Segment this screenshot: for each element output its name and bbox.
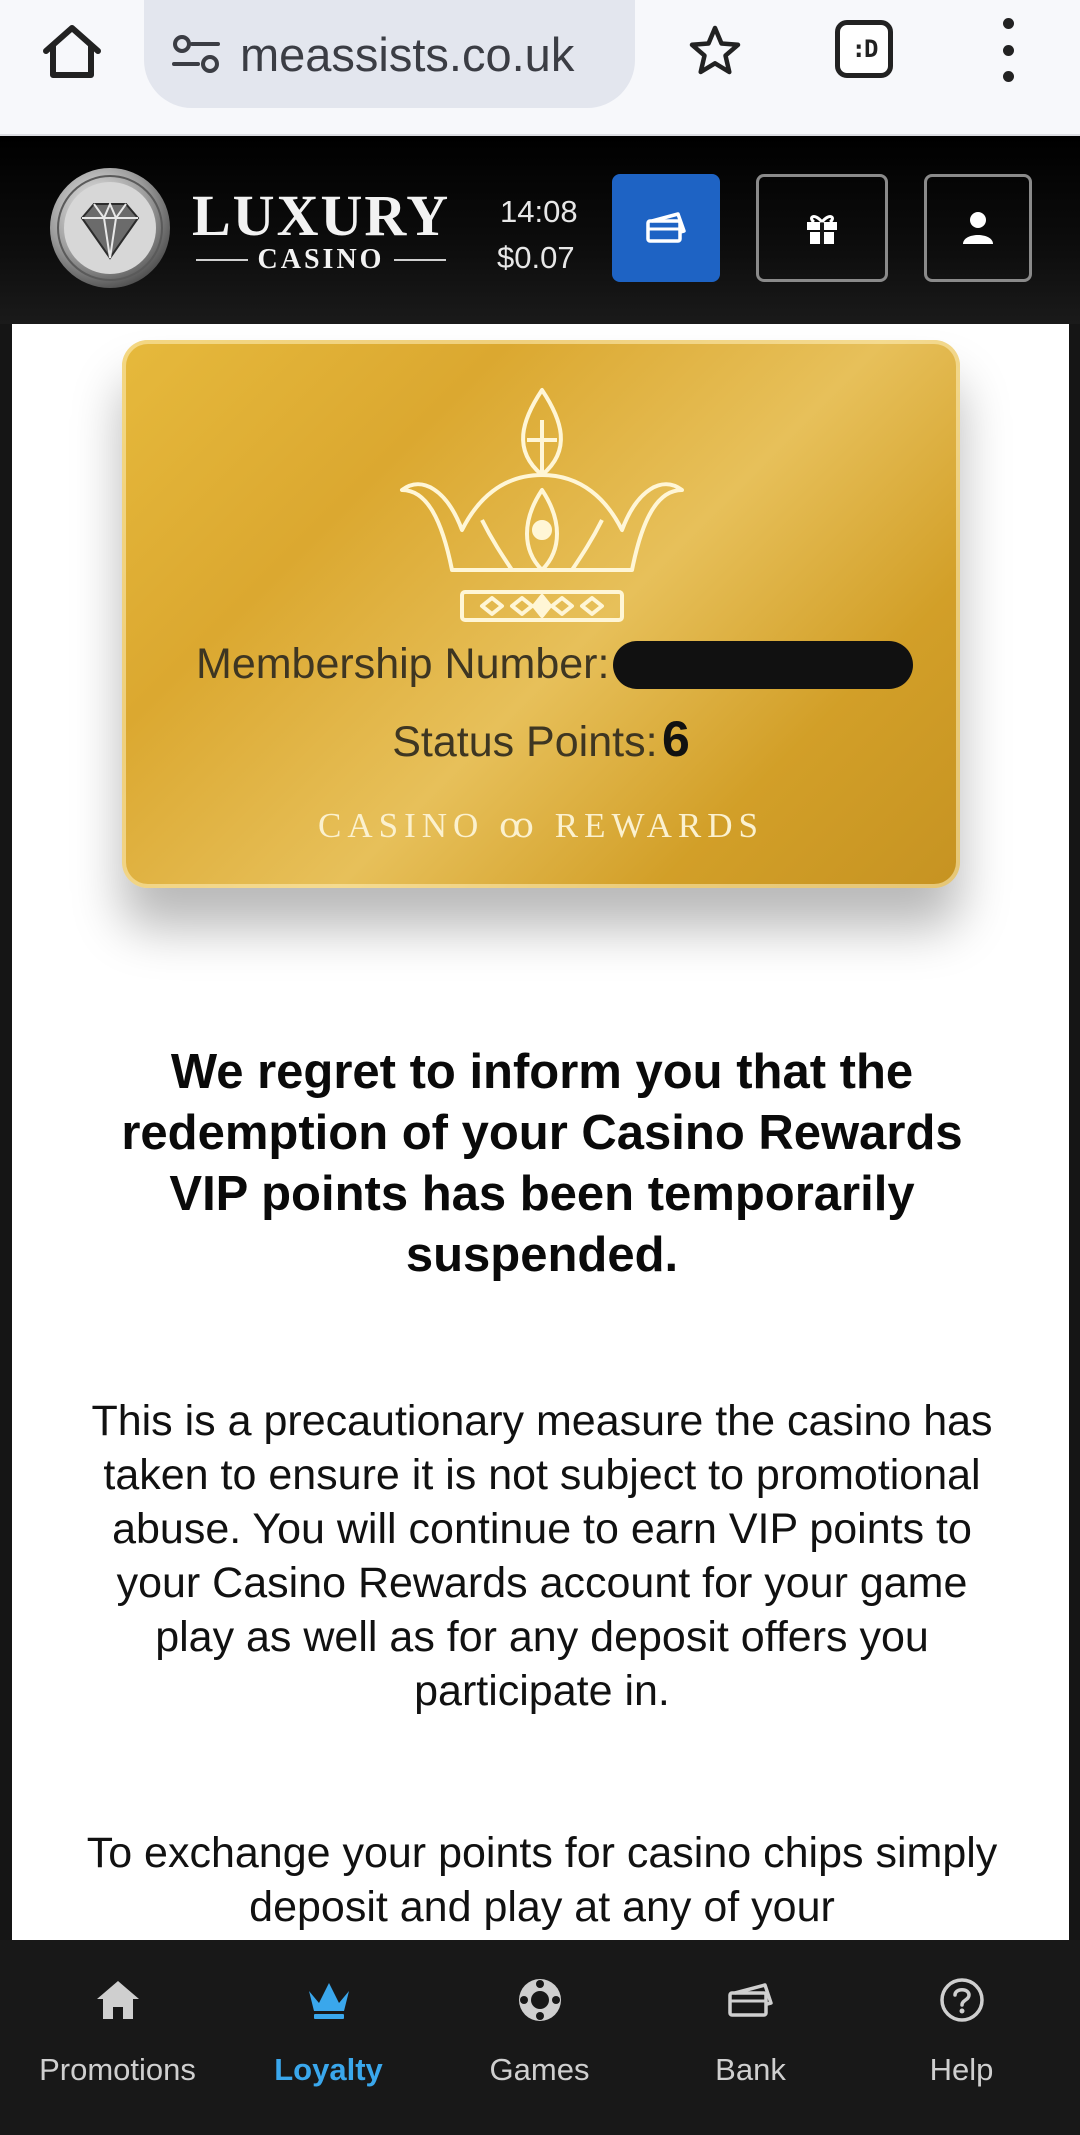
nav-label: Loyalty xyxy=(274,2052,383,2087)
nav-item-games[interactable] xyxy=(434,1940,645,2135)
wallet-icon xyxy=(725,1974,777,2026)
site-header xyxy=(0,136,1080,324)
menu-dot-icon xyxy=(1003,18,1014,29)
explanation-paragraph: This is a precautionary measure the casino has taken to ensure it is not subject to promotional abuse. You will continue to earn VIP points to your Casino Rewards account for your game play as well as for any deposit offers you participate in. xyxy=(91,1397,993,1715)
url-text: meassists.co.uk xyxy=(240,27,575,81)
status-points-label: Status Points: xyxy=(392,718,658,766)
logo-title: LUXURY xyxy=(192,183,451,248)
nav-label: Games xyxy=(489,2052,590,2087)
loyalty-page-content xyxy=(12,324,1069,1940)
menu-dot-icon xyxy=(1003,71,1014,82)
browser-toolbar xyxy=(0,0,1080,136)
wallet-icon xyxy=(644,211,688,245)
gift-icon xyxy=(804,210,840,246)
nav-label: Promotions xyxy=(39,2052,196,2087)
clock-text: 14:08 xyxy=(500,194,578,229)
bookmark-button[interactable] xyxy=(680,16,750,86)
status-points-row xyxy=(122,710,960,768)
cashier-button[interactable] xyxy=(612,174,720,282)
home-icon xyxy=(92,1974,144,2026)
nav-label: Help xyxy=(929,2052,994,2087)
extension-badge: :D xyxy=(851,35,877,63)
divider xyxy=(196,259,248,261)
divider xyxy=(394,259,446,261)
vip-membership-card xyxy=(122,340,960,888)
user-icon xyxy=(961,210,995,246)
account-button[interactable] xyxy=(924,174,1032,282)
nav-item-loyalty[interactable] xyxy=(223,1940,434,2135)
home-icon xyxy=(41,23,103,81)
chip-icon xyxy=(514,1974,566,2026)
crown-icon xyxy=(392,380,692,650)
nav-item-bank[interactable] xyxy=(645,1940,856,2135)
membership-number-row xyxy=(122,640,960,689)
address-bar[interactable] xyxy=(144,0,635,108)
browser-menu-button[interactable] xyxy=(980,18,1036,82)
casino-rewards-wordmark: CASINO ꝏ REWARDS xyxy=(318,806,764,845)
site-settings-icon[interactable] xyxy=(168,26,224,82)
diamond-logo-icon[interactable] xyxy=(48,166,172,290)
status-points-value: 6 xyxy=(661,711,690,767)
crown-icon xyxy=(303,1974,355,2026)
home-button[interactable] xyxy=(36,20,108,84)
star-icon xyxy=(687,23,743,79)
logo-subtitle xyxy=(196,244,446,276)
menu-dot-icon xyxy=(1003,45,1014,56)
help-icon xyxy=(936,1974,988,2026)
bottom-navigation xyxy=(0,1940,1080,2135)
suspension-headline: We regret to inform you that the redemption of your Casino Rewards VIP points has been temporarily suspended. xyxy=(121,1045,963,1282)
membership-number-label: Membership Number: xyxy=(196,640,610,688)
extension-button[interactable] xyxy=(835,20,893,78)
nav-label: Bank xyxy=(715,2052,786,2087)
nav-item-help[interactable] xyxy=(856,1940,1067,2135)
balance-text: $0.07 xyxy=(497,240,575,275)
logo-subtitle-text: CASINO xyxy=(257,244,385,275)
exchange-paragraph: To exchange your points for casino chips simply deposit and play at any of your xyxy=(86,1829,998,1931)
nav-item-promotions[interactable] xyxy=(12,1940,223,2135)
membership-number-redacted xyxy=(613,641,913,689)
gift-button[interactable] xyxy=(756,174,888,282)
